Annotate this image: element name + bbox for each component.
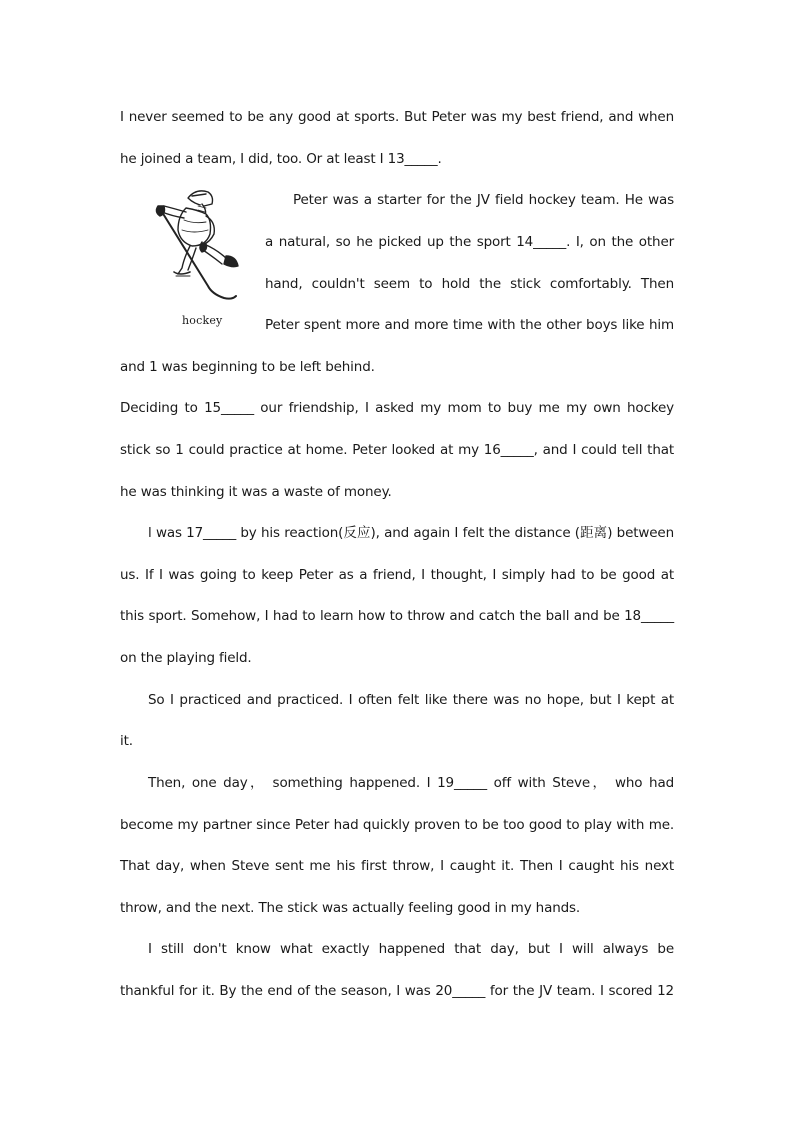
- text-line-14: on the playing field.: [120, 650, 252, 666]
- text-line-19: That day, when Steve sent me his first throw, I caught it. Then I caught his next: [120, 858, 674, 874]
- text-line-13: this sport. Somehow, I had to learn how to throw and catch the ball and be 18_____: [120, 608, 674, 624]
- figure-caption: hockey: [182, 314, 223, 327]
- text-line-3: Peter was a starter for the JV field hockey team. He was: [293, 192, 674, 208]
- text-line-2: he joined a team, I did, too. Or at least I 13_____.: [120, 151, 442, 167]
- text-line-20: throw, and the next. The stick was actually feeling good in my hands.: [120, 900, 581, 916]
- hockey-figure: [148, 186, 248, 332]
- text-line-7: and 1 was beginning to be left behind.: [120, 359, 375, 375]
- text-line-8: Deciding to 15_____ our friendship, I asked my mom to buy me my own hockey: [120, 400, 674, 416]
- text-line-11: l was 17_____ by his reaction(反应), and again I felt the distance (距离) between: [148, 525, 674, 541]
- text-line-18: become my partner since Peter had quickly proven to be too good to play with me.: [120, 817, 674, 833]
- text-line-16: it.: [120, 733, 133, 749]
- text-line-10: he was thinking it was a waste of money.: [120, 484, 392, 500]
- text-line-22: thankful for it. By the end of the season, I was 20_____ for the JV team. I scored 12: [120, 983, 674, 999]
- text-line-6: Peter spent more and more time with the other boys like him: [265, 317, 674, 333]
- text-line-4: a natural, so he picked up the sport 14_____. I, on the other: [265, 234, 674, 250]
- text-line-17: Then, one day， something happened. I 19_____ off with Steve， who had: [148, 775, 674, 791]
- text-line-15: So I practiced and practiced. I often felt like there was no hope, but I kept at: [148, 692, 674, 708]
- text-line-9: stick so 1 could practice at home. Peter looked at my 16_____, and I could tell that: [120, 442, 674, 458]
- text-line-12: us. If I was going to keep Peter as a friend, I thought, I simply had to be good at: [120, 567, 674, 583]
- text-line-1: I never seemed to be any good at sports. But Peter was my best friend, and when: [120, 109, 674, 125]
- text-line-21: I still don't know what exactly happened that day, but I will always be: [148, 941, 674, 957]
- hockey-player-icon: [148, 186, 248, 306]
- text-line-5: hand, couldn't seem to hold the stick comfortably. Then: [265, 276, 674, 292]
